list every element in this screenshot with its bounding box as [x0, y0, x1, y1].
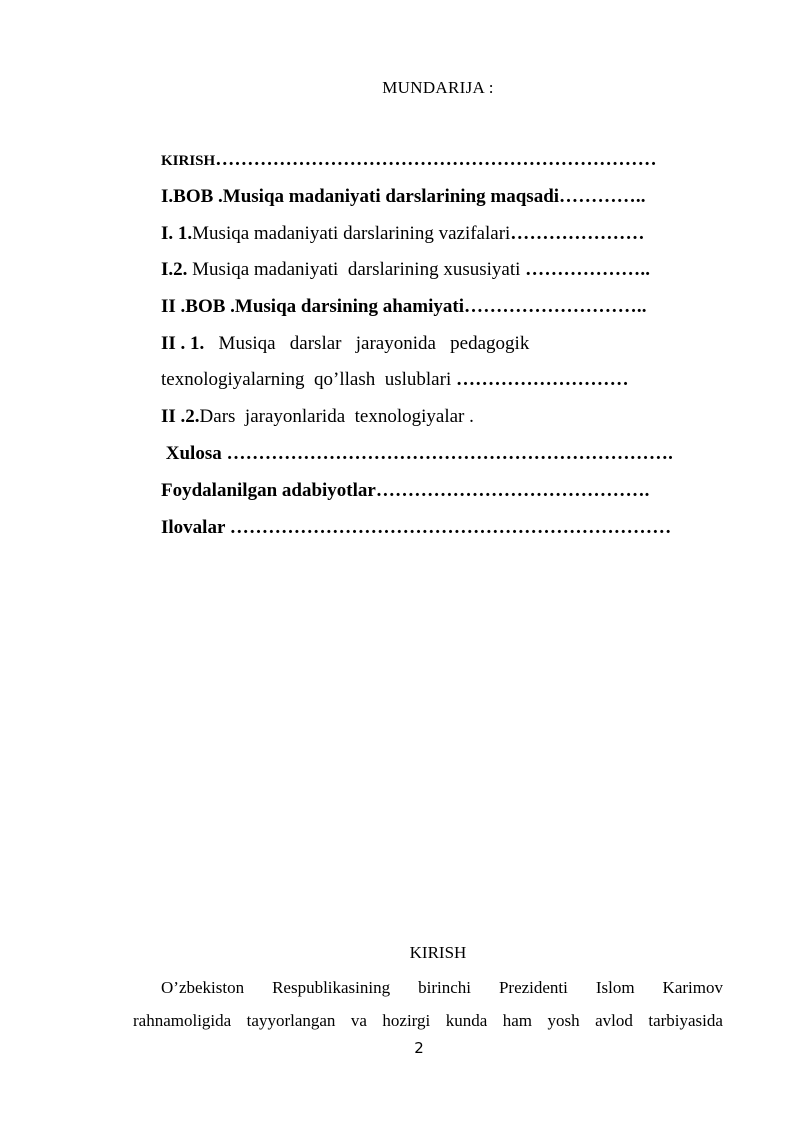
toc-entry-dots: ……………………………………. — [375, 480, 650, 501]
toc-entry-dots: ……………………………………………………………. — [226, 443, 674, 464]
page-number: 2 — [414, 1039, 424, 1057]
toc-entry-section-1-2 — [161, 258, 650, 282]
word: rahnamoligida — [133, 1011, 232, 1030]
word: Karimov — [662, 978, 723, 997]
toc-entry-section-1-1 — [161, 222, 645, 246]
toc-entry-number: II .2. — [161, 406, 200, 427]
word: yosh — [547, 1011, 580, 1030]
toc-entry-heading: Xulosa — [161, 443, 227, 464]
toc-entry-dots: ………….. — [559, 186, 646, 207]
toc-entry-number: I.2. — [161, 259, 188, 280]
word: ham — [502, 1011, 533, 1030]
word: avlod — [595, 1011, 633, 1030]
word: tarbiyasida — [648, 1011, 723, 1030]
toc-entry-dots: ……………….. — [525, 259, 651, 280]
toc-entry-heading: II .BOB .Musiqa darsining ahamiyati — [161, 296, 465, 317]
toc-entry-section-2-1 — [161, 332, 529, 356]
toc-entry-text: Musiqa darslar jarayonida pedagogik — [218, 333, 530, 354]
word: Prezidenti — [498, 978, 568, 997]
toc-entry-section-2-1-cont — [161, 368, 629, 392]
toc-entry-text: Musiqa madaniyati darslarining xususiyati — [187, 259, 526, 280]
toc-entry-chapter-1 — [161, 185, 646, 209]
toc-entry-text: Dars jarayonlarida texnologiyalar . — [199, 406, 474, 427]
toc-entry-heading: I.BOB .Musiqa madaniyati darslarining maqsadi — [161, 186, 560, 207]
word: Respublikasining — [272, 978, 391, 997]
word: Islom — [595, 978, 635, 997]
toc-entry-number: I. 1. — [161, 223, 193, 244]
toc-entry-heading: Foydalanilgan adabiyotlar — [161, 480, 376, 501]
toc-entry-number: II . 1. — [161, 333, 205, 354]
word: va — [350, 1011, 367, 1030]
toc-entry-heading: Ilovalar — [161, 517, 230, 538]
paragraph-line-1 — [161, 978, 723, 998]
toc-entry-text: texnologiyalarning qo’llash uslublari — [161, 369, 456, 390]
intro-heading: KIRISH — [409, 943, 467, 962]
toc-entry-conclusion — [161, 442, 673, 466]
toc-entry-dots: ………………… — [510, 223, 645, 244]
word: tayyorlangan — [246, 1011, 336, 1030]
toc-entry-text: Musiqa madaniyati darslarining vazifalari — [192, 223, 511, 244]
toc-entry-chapter-2 — [161, 295, 647, 319]
word: O’zbekiston — [161, 978, 245, 997]
word: birinchi — [418, 978, 471, 997]
toc-entry-dots: …………………………………………………………… — [229, 517, 672, 538]
toc-title: MUNDARIJA : — [382, 78, 494, 97]
toc-entry-dots: ……………………….. — [464, 296, 647, 317]
toc-entry-appendices — [161, 516, 671, 540]
toc-entry-references — [161, 479, 650, 503]
toc-entry-kirish — [161, 148, 657, 173]
word: hozirgi — [382, 1011, 431, 1030]
toc-entry-dots: ……………………… — [455, 369, 629, 390]
toc-entry-heading: KIRISH — [161, 153, 216, 169]
word: kunda — [445, 1011, 488, 1030]
toc-entry-section-2-2 — [161, 405, 474, 429]
toc-entry-dots: …………………………………………………………… — [215, 149, 657, 170]
paragraph-line-2 — [133, 1011, 723, 1031]
